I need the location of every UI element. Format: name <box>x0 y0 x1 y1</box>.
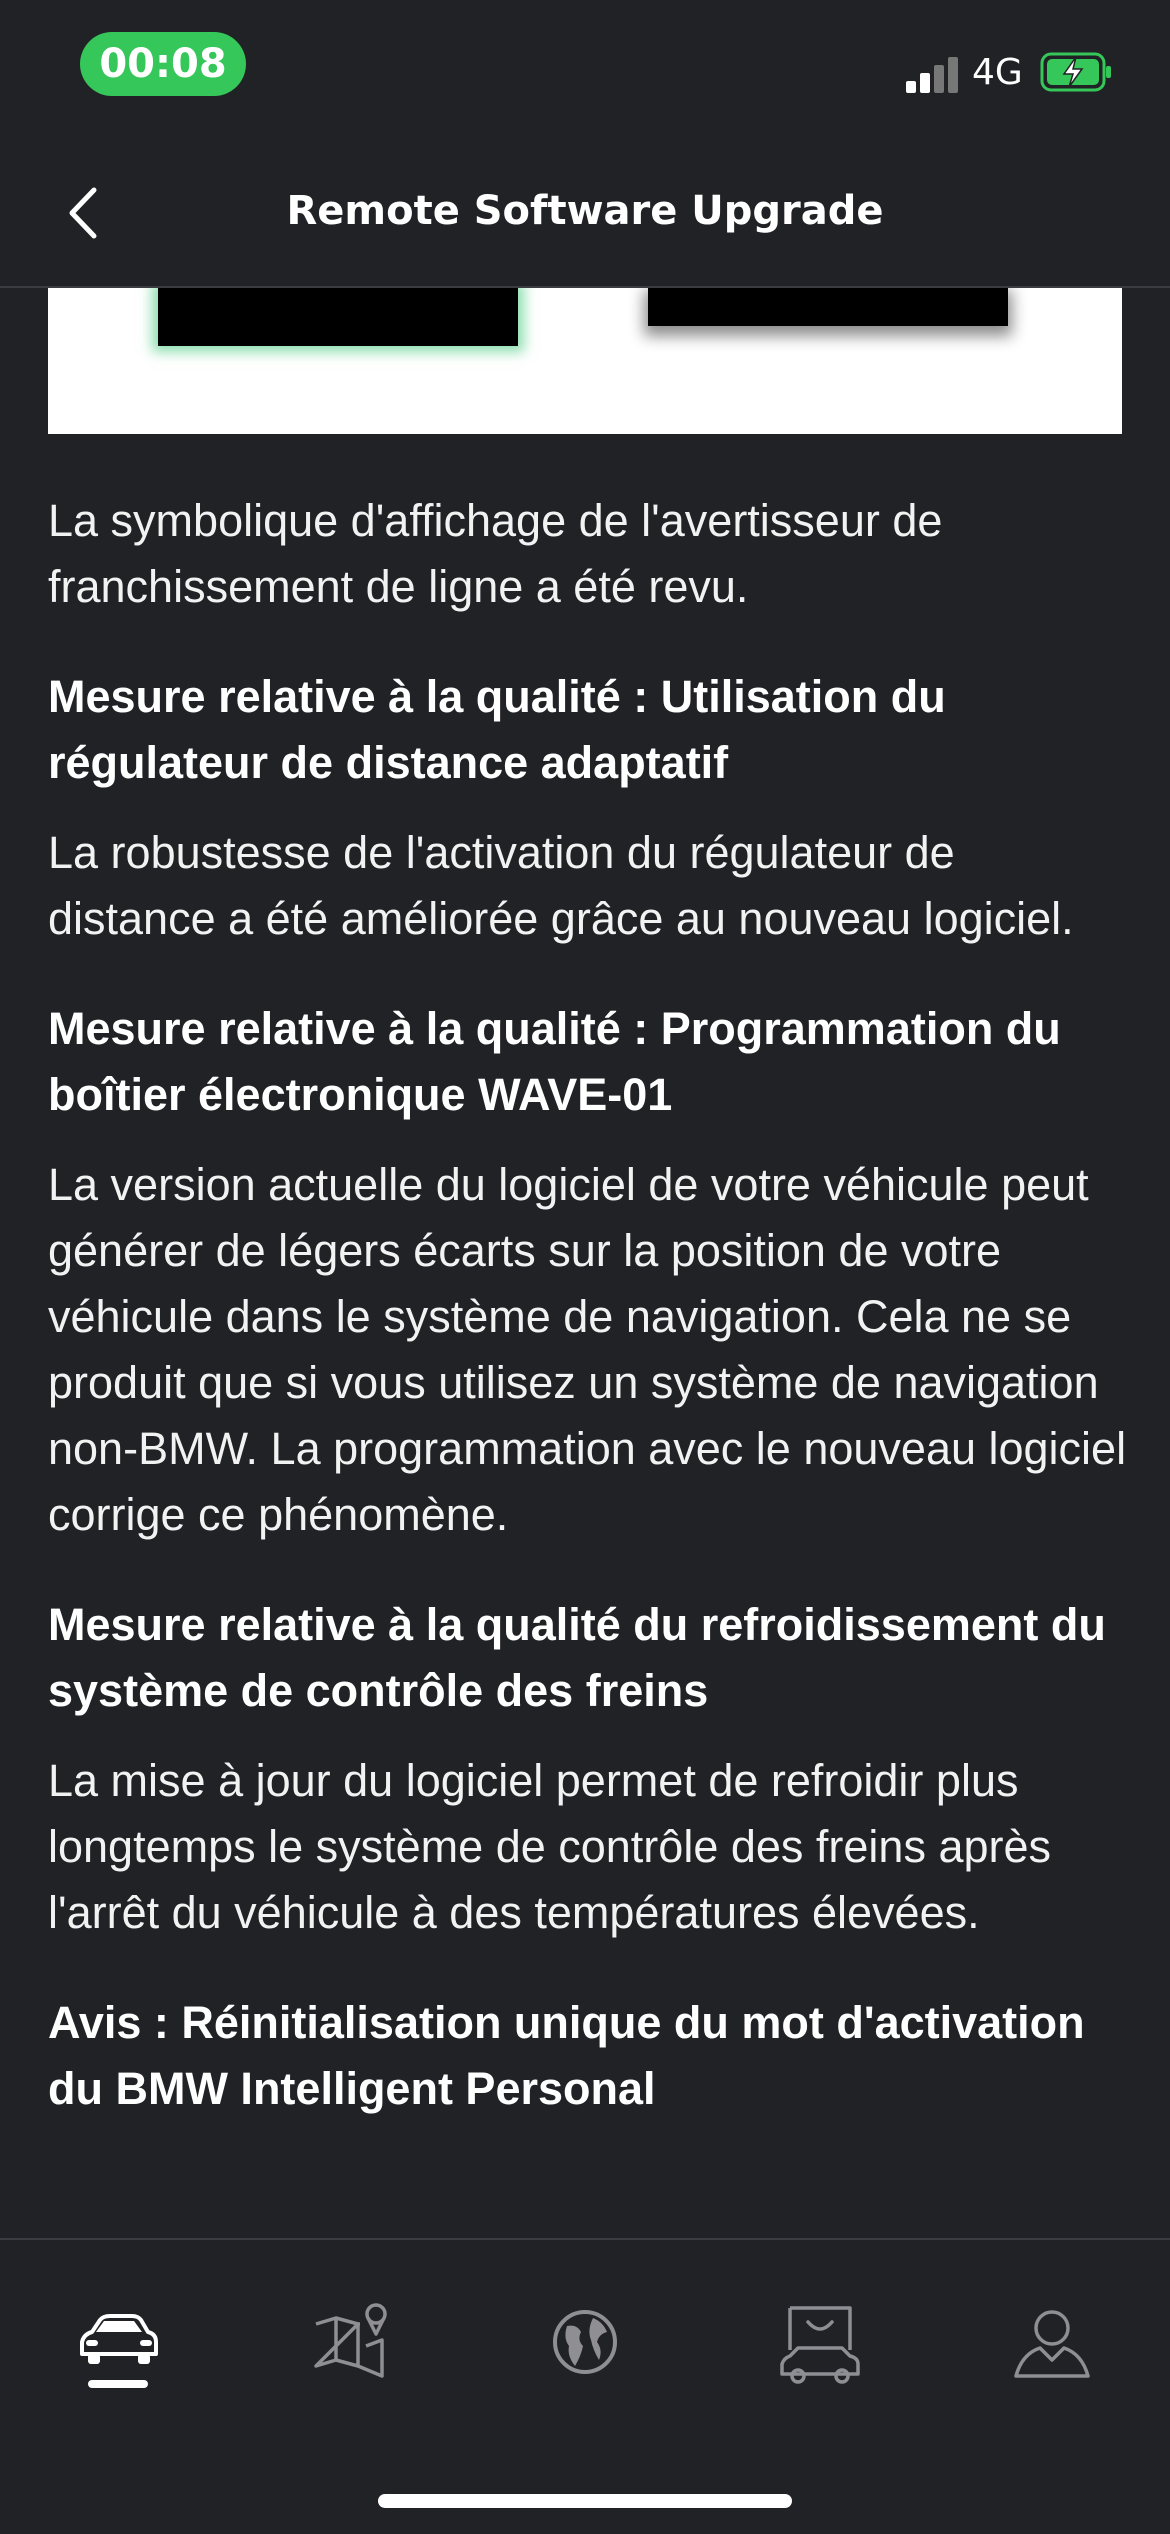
display-old-image <box>648 288 1008 326</box>
intro-paragraph: La symbolique d'affichage de l'avertisseur de franchissement de ligne a été revu. <box>48 495 943 612</box>
section-body: La robustesse de l'activation du régulateur de distance a été améliorée grâce au nouveau logiciel. <box>48 827 1074 944</box>
navigation-bar <box>0 130 1170 288</box>
section-heading: Mesure relative à la qualité : Programmation du boîtier électronique WAVE-01 <box>48 1003 1061 1120</box>
release-notes-content[interactable] <box>0 288 1170 2238</box>
shop-car-icon <box>772 2294 868 2390</box>
home-indicator[interactable] <box>378 2494 792 2508</box>
globe-icon <box>537 2294 633 2390</box>
section-heading: Mesure relative à la qualité du refroidissement du système de contrôle des freins <box>48 1599 1106 1716</box>
tab-vehicle[interactable] <box>70 2294 166 2390</box>
battery-charging-icon <box>1040 52 1112 92</box>
network-type: 4G <box>972 52 1023 93</box>
section-heading: Mesure relative à la qualité : Utilisation du régulateur de distance adaptatif <box>48 671 946 788</box>
section-heading: Avis : Réinitialisation unique du mot d'activation du BMW Intelligent Personal <box>48 1997 1085 2114</box>
tab-map[interactable] <box>302 2294 398 2390</box>
lane-warning-illustration <box>48 288 1122 434</box>
map-icon <box>302 2294 398 2390</box>
page-title: Remote Software Upgrade <box>286 188 884 234</box>
release-notes-text <box>48 488 1128 2146</box>
section-body: La version actuelle du logiciel de votre véhicule peut générer de légers écarts sur la position de votre véhicule dans le système de navigation. Cela ne se produit que si vous utilisez un système de navigation non-BMW. La programmation avec le nouveau logiciel corrige ce phénomène. <box>48 1159 1127 1540</box>
display-new-image <box>158 288 518 346</box>
section-body: La mise à jour du logiciel permet de refroidir plus longtemps le système de contrôle des freins après l'arrêt du véhicule à des températures élevées. <box>48 1755 1052 1938</box>
tab-explore[interactable] <box>537 2294 633 2390</box>
active-tab-indicator <box>88 2380 148 2388</box>
tab-bar <box>0 2238 1170 2534</box>
tab-profile[interactable] <box>1004 2294 1100 2390</box>
profile-icon <box>1004 2294 1100 2390</box>
status-time: 00:08 <box>80 32 246 96</box>
status-bar <box>0 0 1170 130</box>
car-icon <box>70 2294 166 2390</box>
tab-shop[interactable] <box>772 2294 868 2390</box>
signal-strength-icon <box>906 55 960 93</box>
